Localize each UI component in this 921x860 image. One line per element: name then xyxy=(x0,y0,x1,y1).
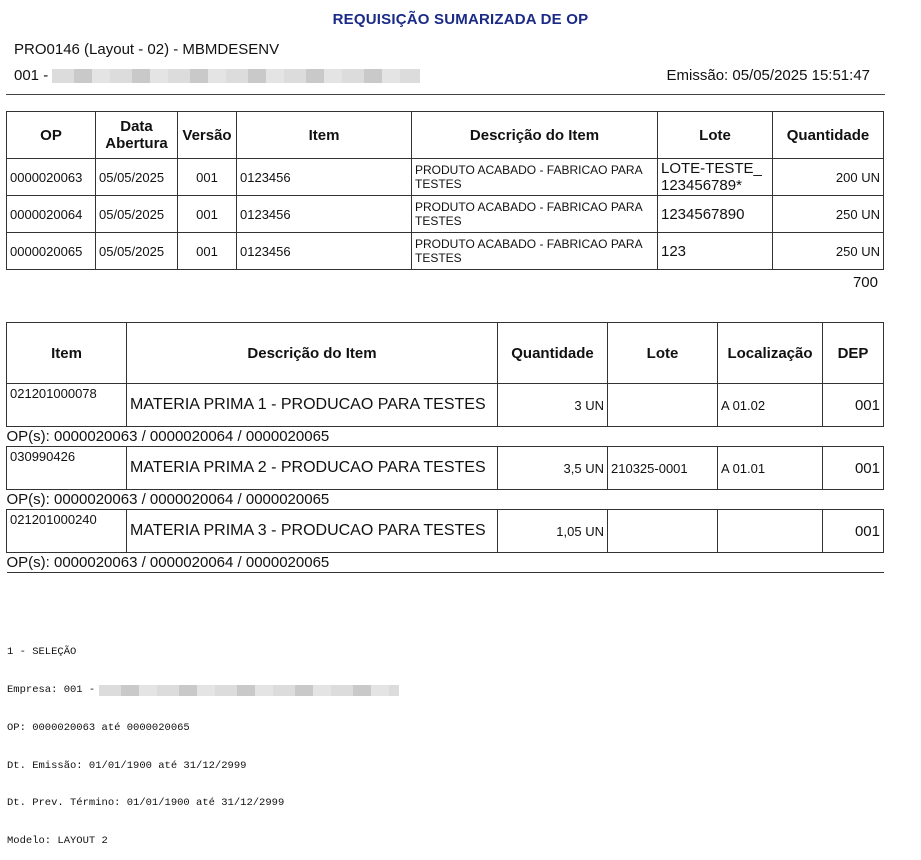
col-quantidade: Quantidade xyxy=(773,112,884,159)
selection-block xyxy=(7,621,399,860)
ops-reference: OP(s): 0000020063 / 0000020064 / 0000020065 xyxy=(7,490,884,510)
col-item: Item xyxy=(237,112,412,159)
cell-op: 0000020064 xyxy=(7,196,96,233)
redacted-company-name xyxy=(52,69,420,83)
selection-line: Empresa: 001 - xyxy=(7,683,96,696)
col-mat-item: Item xyxy=(7,323,127,384)
col-mat-dep: DEP xyxy=(823,323,884,384)
cell-data: 05/05/2025 xyxy=(96,233,178,270)
cell-descricao: PRODUTO ACABADO - FABRICAO PARA TESTES xyxy=(412,233,658,270)
col-descricao: Descrição do Item xyxy=(412,112,658,159)
ops-table xyxy=(6,111,884,270)
cell-quantidade: 200 UN xyxy=(773,159,884,196)
cell-mat-dep: 001 xyxy=(823,447,884,490)
table-row xyxy=(7,233,884,270)
cell-data: 05/05/2025 xyxy=(96,196,178,233)
cell-mat-quantidade: 3,5 UN xyxy=(498,447,608,490)
cell-item: 0123456 xyxy=(237,159,412,196)
cell-descricao: PRODUTO ACABADO - FABRICAO PARA TESTES xyxy=(412,196,658,233)
cell-mat-item: 021201000240 xyxy=(7,510,127,553)
cell-op: 0000020063 xyxy=(7,159,96,196)
cell-mat-dep: 001 xyxy=(823,384,884,427)
cell-mat-item: 030990426 xyxy=(7,447,127,490)
company-line xyxy=(14,67,420,84)
selection-company-line xyxy=(7,684,399,697)
header-divider xyxy=(6,94,885,95)
col-op: OP xyxy=(7,112,96,159)
cell-mat-lote xyxy=(608,510,718,553)
cell-mat-lote xyxy=(608,384,718,427)
cell-data: 05/05/2025 xyxy=(96,159,178,196)
ops-table-header xyxy=(7,112,884,159)
cell-op: 0000020065 xyxy=(7,233,96,270)
redacted-selection-company xyxy=(99,685,399,696)
cell-descricao: PRODUTO ACABADO - FABRICAO PARA TESTES xyxy=(412,159,658,196)
table-row xyxy=(7,510,884,553)
cell-versao: 001 xyxy=(178,233,237,270)
cell-lote: 123 xyxy=(658,233,773,270)
selection-line: Dt. Prev. Término: 01/01/1900 até 31/12/2999 xyxy=(7,797,285,810)
col-mat-localizacao: Localização xyxy=(718,323,823,384)
cell-lote: 1234567890 xyxy=(658,196,773,233)
cell-lote: LOTE-TESTE_ 123456789* xyxy=(658,159,773,196)
cell-mat-item: 021201000078 xyxy=(7,384,127,427)
ops-reference-row xyxy=(7,490,884,510)
cell-mat-descricao: MATERIA PRIMA 1 - PRODUCAO PARA TESTES xyxy=(127,384,498,427)
col-mat-quantidade: Quantidade xyxy=(498,323,608,384)
col-mat-lote: Lote xyxy=(608,323,718,384)
selection-line: 1 - SELEÇÃO xyxy=(7,646,77,659)
cell-versao: 001 xyxy=(178,159,237,196)
cell-mat-quantidade: 1,05 UN xyxy=(498,510,608,553)
cell-mat-dep: 001 xyxy=(823,510,884,553)
col-lote: Lote xyxy=(658,112,773,159)
ops-total: 700 xyxy=(852,274,878,291)
selection-line: OP: 0000020063 até 0000020065 xyxy=(7,721,190,734)
cell-mat-localizacao: A 01.02 xyxy=(718,384,823,427)
emission-datetime: Emissão: 05/05/2025 15:51:47 xyxy=(666,67,870,84)
cell-mat-localizacao: A 01.01 xyxy=(718,447,823,490)
ops-reference: OP(s): 0000020063 / 0000020064 / 0000020065 xyxy=(7,553,884,573)
cell-item: 0123456 xyxy=(237,196,412,233)
cell-mat-descricao: MATERIA PRIMA 3 - PRODUCAO PARA TESTES xyxy=(127,510,498,553)
table-row xyxy=(7,447,884,490)
cell-mat-descricao: MATERIA PRIMA 2 - PRODUCAO PARA TESTES xyxy=(127,447,498,490)
cell-versao: 001 xyxy=(178,196,237,233)
cell-mat-quantidade: 3 UN xyxy=(498,384,608,427)
cell-mat-lote: 210325-0001 xyxy=(608,447,718,490)
materials-table-header xyxy=(7,323,884,384)
cell-item: 0123456 xyxy=(237,233,412,270)
table-row xyxy=(7,196,884,233)
cell-quantidade: 250 UN xyxy=(773,196,884,233)
col-versao: Versão xyxy=(178,112,237,159)
ops-reference-row xyxy=(7,427,884,447)
col-data-abertura: Data Abertura xyxy=(96,112,178,159)
program-info: PRO0146 (Layout - 02) - MBMDESENV xyxy=(14,41,280,58)
cell-quantidade: 250 UN xyxy=(773,233,884,270)
ops-reference: OP(s): 0000020063 / 0000020064 / 0000020065 xyxy=(7,427,884,447)
table-row xyxy=(7,384,884,427)
selection-line: Dt. Emissão: 01/01/1900 até 31/12/2999 xyxy=(7,759,247,772)
report-title: REQUISIÇÃO SUMARIZADA DE OP xyxy=(332,11,589,28)
table-row xyxy=(7,159,884,196)
ops-reference-row xyxy=(7,553,884,573)
col-mat-descricao: Descrição do Item xyxy=(127,323,498,384)
cell-mat-localizacao xyxy=(718,510,823,553)
selection-line: Modelo: LAYOUT 2 xyxy=(7,835,108,848)
materials-table xyxy=(6,322,884,573)
company-prefix: 001 - xyxy=(14,67,49,84)
